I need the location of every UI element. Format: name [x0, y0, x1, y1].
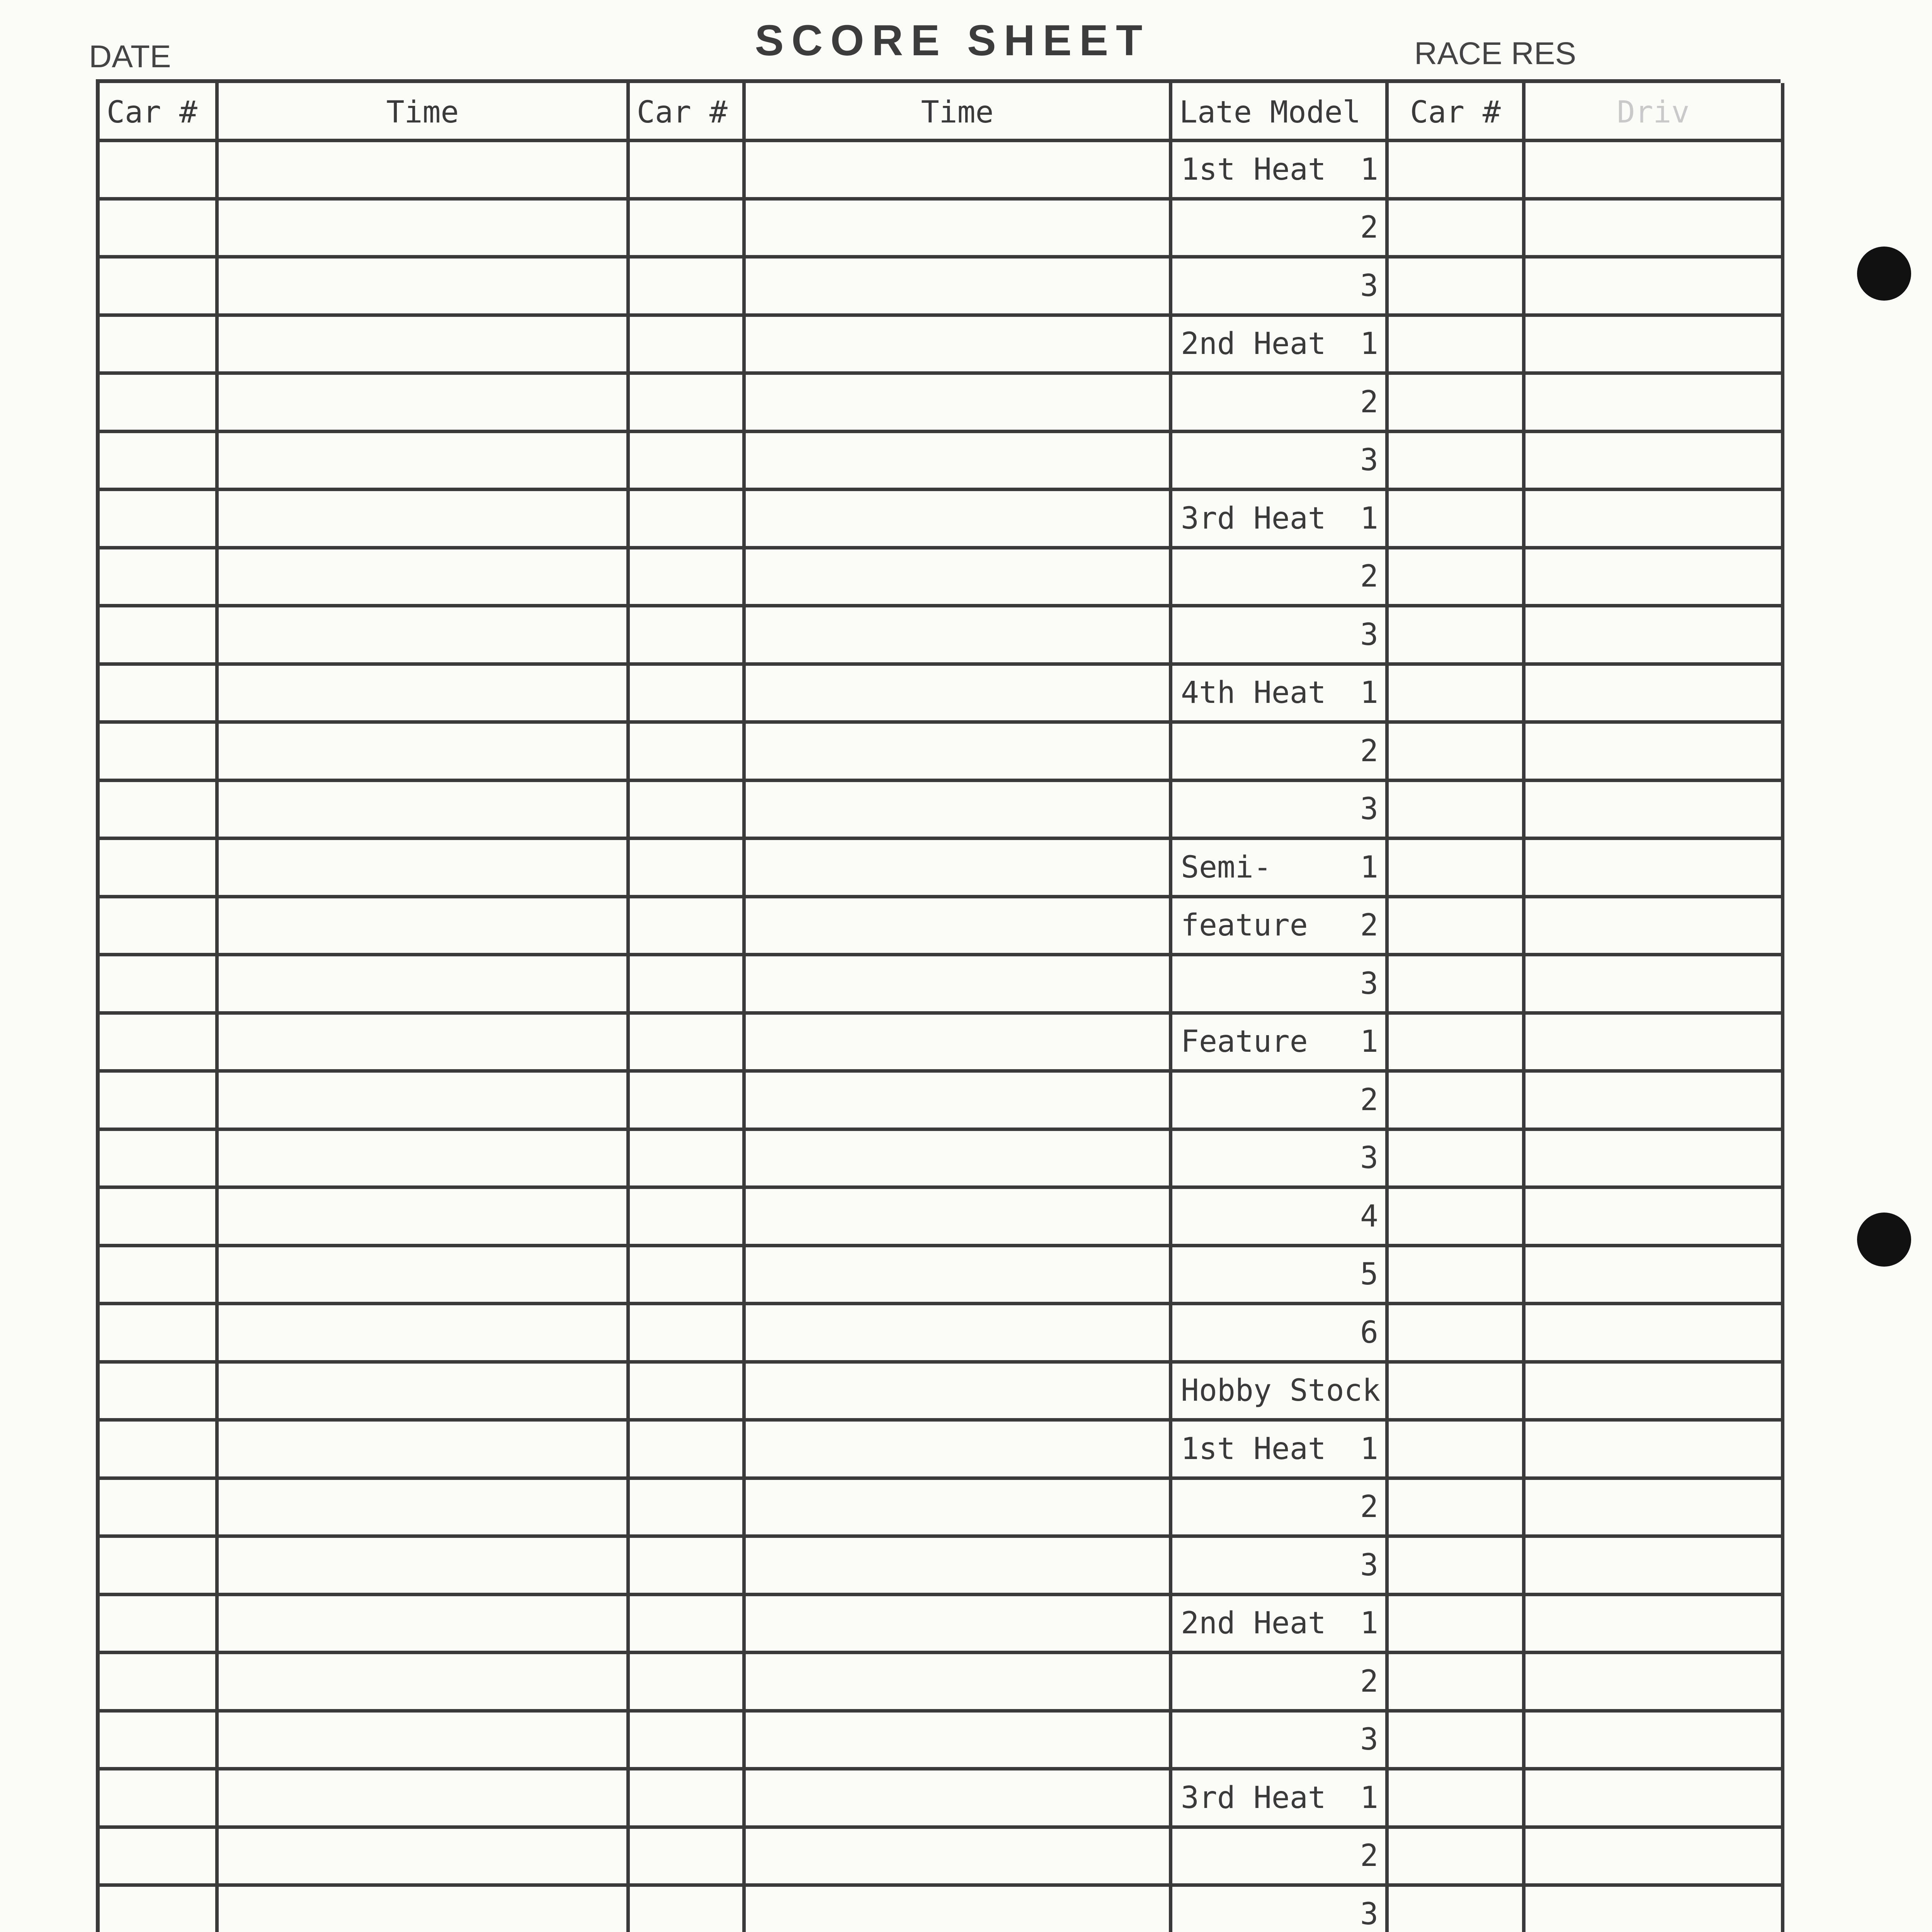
- column-header-car-number: Car #: [630, 83, 746, 142]
- entry-cell-car-number[interactable]: [1389, 1131, 1526, 1189]
- position-number: 5: [1360, 1257, 1378, 1292]
- race-label: 2nd Heat: [1181, 1606, 1326, 1641]
- race-label: feature: [1181, 908, 1308, 943]
- position-number: 2: [1360, 210, 1378, 245]
- entry-cell-car-number[interactable]: [100, 1073, 219, 1131]
- entry-cell-car-number[interactable]: [630, 491, 746, 549]
- entry-cell-time[interactable]: [219, 1538, 630, 1596]
- entry-cell-car-number[interactable]: [630, 840, 746, 898]
- entry-cell-time[interactable]: [219, 1829, 630, 1887]
- entry-cell-car-number[interactable]: [630, 1247, 746, 1306]
- entry-cell-car-number[interactable]: [630, 1713, 746, 1771]
- race-label: Semi-: [1181, 850, 1272, 885]
- date-label: DATE: [89, 39, 171, 74]
- race-label-cell: [1172, 1015, 1389, 1073]
- entry-cell-car-number[interactable]: [1389, 724, 1526, 782]
- entry-cell-car-number[interactable]: [630, 898, 746, 957]
- entry-cell-car-number[interactable]: [1389, 1422, 1526, 1480]
- entry-cell-car-number[interactable]: [630, 317, 746, 375]
- entry-cell-car-number[interactable]: [1389, 549, 1526, 608]
- entry-cell-driver[interactable]: [1526, 317, 1784, 375]
- race-label-cell: [1172, 1654, 1389, 1713]
- position-number: 2: [1360, 1082, 1378, 1117]
- entry-cell-driver[interactable]: [1526, 1596, 1784, 1655]
- entry-cell-time[interactable]: [219, 491, 630, 549]
- entry-cell-car-number[interactable]: [1389, 607, 1526, 666]
- entry-cell-car-number[interactable]: [630, 549, 746, 608]
- entry-cell-car-number[interactable]: [100, 1713, 219, 1771]
- entry-cell-time[interactable]: [746, 1364, 1172, 1422]
- entry-cell-driver[interactable]: [1526, 1829, 1784, 1887]
- entry-cell-car-number[interactable]: [100, 1887, 219, 1932]
- column-header-car-number: Car #: [1389, 83, 1526, 142]
- position-number: 1: [1360, 152, 1378, 187]
- race-label-cell: [1172, 1189, 1389, 1247]
- entry-cell-car-number[interactable]: [630, 259, 746, 317]
- entry-cell-time[interactable]: [746, 1305, 1172, 1364]
- entry-cell-car-number[interactable]: [100, 375, 219, 433]
- entry-cell-driver[interactable]: [1526, 142, 1784, 201]
- position-number: 1: [1360, 1780, 1378, 1815]
- entry-cell-car-number[interactable]: [100, 259, 219, 317]
- column-header-time: Time: [746, 83, 1172, 142]
- entry-cell-car-number[interactable]: [630, 1887, 746, 1932]
- entry-cell-driver[interactable]: [1526, 201, 1784, 259]
- entry-cell-time[interactable]: [219, 549, 630, 608]
- entry-cell-driver[interactable]: [1526, 1770, 1784, 1829]
- position-number: 1: [1360, 1606, 1378, 1641]
- entry-cell-car-number[interactable]: [630, 1480, 746, 1538]
- entry-cell-driver[interactable]: [1526, 666, 1784, 724]
- entry-cell-driver[interactable]: [1526, 1189, 1784, 1247]
- entry-cell-time[interactable]: [219, 1422, 630, 1480]
- entry-cell-time[interactable]: [746, 491, 1172, 549]
- race-label-cell: [1172, 898, 1389, 957]
- race-label-cell: [1172, 840, 1389, 898]
- entry-cell-car-number[interactable]: [630, 375, 746, 433]
- race-label-cell: [1172, 317, 1389, 375]
- entry-cell-car-number[interactable]: [100, 317, 219, 375]
- entry-cell-time[interactable]: [219, 201, 630, 259]
- race-label-cell: [1172, 666, 1389, 724]
- race-label-cell: [1172, 724, 1389, 782]
- entry-cell-car-number[interactable]: [1389, 1538, 1526, 1596]
- entry-cell-time[interactable]: [219, 607, 630, 666]
- entry-cell-car-number[interactable]: [100, 1480, 219, 1538]
- entry-cell-time[interactable]: [746, 1596, 1172, 1655]
- race-label: 1st Heat: [1181, 1431, 1326, 1466]
- entry-cell-car-number[interactable]: [100, 201, 219, 259]
- entry-cell-car-number[interactable]: [630, 1654, 746, 1713]
- entry-cell-car-number[interactable]: [1389, 1480, 1526, 1538]
- entry-cell-driver[interactable]: [1526, 1713, 1784, 1771]
- entry-cell-driver[interactable]: [1526, 956, 1784, 1015]
- entry-cell-driver[interactable]: [1526, 549, 1784, 608]
- position-number: 1: [1360, 327, 1378, 362]
- entry-cell-time[interactable]: [219, 1305, 630, 1364]
- entry-cell-car-number[interactable]: [630, 1305, 746, 1364]
- entry-cell-time[interactable]: [219, 1713, 630, 1771]
- entry-cell-time[interactable]: [746, 1247, 1172, 1306]
- entry-cell-time[interactable]: [219, 433, 630, 492]
- entry-cell-time[interactable]: [746, 1887, 1172, 1932]
- entry-cell-time[interactable]: [746, 549, 1172, 608]
- race-label: Hobby Stock: [1181, 1373, 1381, 1408]
- entry-cell-time[interactable]: [746, 201, 1172, 259]
- entry-cell-time[interactable]: [219, 956, 630, 1015]
- entry-cell-time[interactable]: [746, 1538, 1172, 1596]
- position-number: 1: [1360, 850, 1378, 885]
- race-label: 3rd Heat: [1181, 1780, 1326, 1815]
- race-label-cell: [1172, 1305, 1389, 1364]
- entry-cell-time[interactable]: [219, 1189, 630, 1247]
- entry-cell-car-number[interactable]: [100, 549, 219, 608]
- race-label-cell: [1172, 1596, 1389, 1655]
- column-header-driver: Driv: [1526, 83, 1784, 142]
- entry-cell-driver[interactable]: [1526, 1131, 1784, 1189]
- entry-cell-time[interactable]: [746, 898, 1172, 957]
- position-number: 6: [1360, 1315, 1378, 1350]
- entry-cell-time[interactable]: [219, 840, 630, 898]
- entry-cell-car-number[interactable]: [630, 1538, 746, 1596]
- entry-cell-driver[interactable]: [1526, 491, 1784, 549]
- entry-cell-car-number[interactable]: [1389, 666, 1526, 724]
- entry-cell-time[interactable]: [746, 724, 1172, 782]
- entry-cell-time[interactable]: [219, 1480, 630, 1538]
- race-label-cell: [1172, 259, 1389, 317]
- entry-cell-car-number[interactable]: [630, 201, 746, 259]
- race-label-cell: [1172, 1480, 1389, 1538]
- race-label: 4th Heat: [1181, 675, 1326, 711]
- entry-cell-car-number[interactable]: [1389, 1015, 1526, 1073]
- entry-cell-time[interactable]: [219, 666, 630, 724]
- entry-cell-driver[interactable]: [1526, 259, 1784, 317]
- race-label-cell: [1172, 1538, 1389, 1596]
- position-number: 3: [1360, 1141, 1378, 1176]
- entry-cell-car-number[interactable]: [630, 1422, 746, 1480]
- position-number: 3: [1360, 443, 1378, 478]
- entry-cell-car-number[interactable]: [630, 724, 746, 782]
- entry-cell-car-number[interactable]: [1389, 1596, 1526, 1655]
- entry-cell-time[interactable]: [746, 1073, 1172, 1131]
- position-number: 4: [1360, 1199, 1378, 1234]
- entry-cell-driver[interactable]: [1526, 1073, 1784, 1131]
- entry-cell-time[interactable]: [746, 1422, 1172, 1480]
- entry-cell-time[interactable]: [746, 1829, 1172, 1887]
- race-label: Feature: [1181, 1024, 1308, 1060]
- entry-cell-car-number[interactable]: [100, 1654, 219, 1713]
- race-label-cell: [1172, 1247, 1389, 1306]
- entry-cell-time[interactable]: [746, 666, 1172, 724]
- entry-cell-car-number[interactable]: [630, 142, 746, 201]
- entry-cell-car-number[interactable]: [100, 433, 219, 492]
- position-number: 3: [1360, 1896, 1378, 1932]
- entry-cell-time[interactable]: [746, 1131, 1172, 1189]
- entry-cell-car-number[interactable]: [100, 898, 219, 957]
- entry-cell-time[interactable]: [746, 375, 1172, 433]
- entry-cell-driver[interactable]: [1526, 724, 1784, 782]
- entry-cell-car-number[interactable]: [630, 782, 746, 840]
- entry-cell-time[interactable]: [219, 259, 630, 317]
- position-number: 1: [1360, 1024, 1378, 1060]
- entry-cell-car-number[interactable]: [1389, 259, 1526, 317]
- entry-cell-car-number[interactable]: [630, 607, 746, 666]
- race-label-cell: [1172, 1770, 1389, 1829]
- entry-cell-car-number[interactable]: [630, 1364, 746, 1422]
- entry-cell-car-number[interactable]: [1389, 1713, 1526, 1771]
- position-number: 2: [1360, 384, 1378, 420]
- entry-cell-time[interactable]: [746, 1654, 1172, 1713]
- entry-cell-time[interactable]: [219, 375, 630, 433]
- entry-cell-driver[interactable]: [1526, 1364, 1784, 1422]
- entry-cell-time[interactable]: [746, 607, 1172, 666]
- position-number: 2: [1360, 1838, 1378, 1874]
- entry-cell-driver[interactable]: [1526, 840, 1784, 898]
- entry-cell-car-number[interactable]: [1389, 956, 1526, 1015]
- page-title: SCORE SHEET: [755, 16, 1150, 65]
- entry-cell-time[interactable]: [219, 1364, 630, 1422]
- entry-cell-time[interactable]: [219, 1654, 630, 1713]
- entry-cell-time[interactable]: [746, 259, 1172, 317]
- entry-cell-car-number[interactable]: [1389, 1073, 1526, 1131]
- entry-cell-car-number[interactable]: [1389, 1305, 1526, 1364]
- entry-cell-time[interactable]: [219, 1596, 630, 1655]
- race-label-cell: [1172, 201, 1389, 259]
- entry-cell-car-number[interactable]: [100, 1189, 219, 1247]
- entry-cell-driver[interactable]: [1526, 782, 1784, 840]
- entry-cell-car-number[interactable]: [100, 1538, 219, 1596]
- score-sheet-table: [96, 79, 1781, 1932]
- entry-cell-time[interactable]: [746, 840, 1172, 898]
- position-number: 2: [1360, 908, 1378, 943]
- entry-cell-time[interactable]: [219, 1887, 630, 1932]
- entry-cell-driver[interactable]: [1526, 1247, 1784, 1306]
- entry-cell-car-number[interactable]: [1389, 491, 1526, 549]
- race-label-cell: [1172, 1887, 1389, 1932]
- race-label-cell: [1172, 1131, 1389, 1189]
- entry-cell-car-number[interactable]: [630, 1596, 746, 1655]
- position-number: 1: [1360, 675, 1378, 711]
- entry-cell-car-number[interactable]: [1389, 1654, 1526, 1713]
- entry-cell-car-number[interactable]: [100, 1015, 219, 1073]
- entry-cell-car-number[interactable]: [1389, 201, 1526, 259]
- race-label-cell: [1172, 491, 1389, 549]
- column-header-car-number: Car #: [100, 83, 219, 142]
- entry-cell-car-number[interactable]: [630, 1829, 746, 1887]
- race-label-cell: [1172, 1422, 1389, 1480]
- entry-cell-time[interactable]: [219, 142, 630, 201]
- race-label-cell: [1172, 1364, 1389, 1422]
- entry-cell-time[interactable]: [746, 142, 1172, 201]
- entry-cell-time[interactable]: [746, 1015, 1172, 1073]
- race-label-cell: [1172, 956, 1389, 1015]
- entry-cell-car-number[interactable]: [100, 956, 219, 1015]
- entry-cell-car-number[interactable]: [100, 840, 219, 898]
- position-number: 3: [1360, 792, 1378, 827]
- position-number: 3: [1360, 1548, 1378, 1583]
- position-number: 3: [1360, 617, 1378, 652]
- entry-cell-car-number[interactable]: [630, 1015, 746, 1073]
- race-label-cell: [1172, 1829, 1389, 1887]
- entry-cell-driver[interactable]: [1526, 1015, 1784, 1073]
- entry-cell-time[interactable]: [219, 1015, 630, 1073]
- entry-cell-car-number[interactable]: [1389, 433, 1526, 492]
- entry-cell-car-number[interactable]: [1389, 1364, 1526, 1422]
- entry-cell-time[interactable]: [746, 1770, 1172, 1829]
- entry-cell-time[interactable]: [219, 1131, 630, 1189]
- position-number: 3: [1360, 1722, 1378, 1757]
- race-label-cell: [1172, 1073, 1389, 1131]
- entry-cell-car-number[interactable]: [100, 1770, 219, 1829]
- position-number: 2: [1360, 1664, 1378, 1699]
- entry-cell-car-number[interactable]: [100, 607, 219, 666]
- entry-cell-car-number[interactable]: [1389, 375, 1526, 433]
- entry-cell-car-number[interactable]: [1389, 1247, 1526, 1306]
- punch-hole: [1857, 247, 1911, 301]
- entry-cell-car-number[interactable]: [1389, 1189, 1526, 1247]
- race-label: 3rd Heat: [1181, 501, 1326, 536]
- entry-cell-car-number[interactable]: [630, 433, 746, 492]
- entry-cell-driver[interactable]: [1526, 375, 1784, 433]
- entry-cell-time[interactable]: [219, 898, 630, 957]
- entry-cell-car-number[interactable]: [1389, 898, 1526, 957]
- race-results-label: RACE RES: [1414, 36, 1577, 71]
- race-label-cell: [1172, 549, 1389, 608]
- entry-cell-driver[interactable]: [1526, 898, 1784, 957]
- entry-cell-time[interactable]: [219, 1247, 630, 1306]
- entry-cell-time[interactable]: [746, 782, 1172, 840]
- position-number: 2: [1360, 733, 1378, 769]
- column-header-late-model: Late Model: [1172, 83, 1389, 142]
- race-label-cell: [1172, 1713, 1389, 1771]
- entry-cell-time[interactable]: [219, 1073, 630, 1131]
- entry-cell-car-number[interactable]: [1389, 317, 1526, 375]
- position-number: 3: [1360, 268, 1378, 303]
- entry-cell-time[interactable]: [746, 1713, 1172, 1771]
- position-number: 2: [1360, 559, 1378, 594]
- entry-cell-car-number[interactable]: [100, 1305, 219, 1364]
- entry-cell-time[interactable]: [746, 956, 1172, 1015]
- entry-cell-car-number[interactable]: [1389, 1829, 1526, 1887]
- race-label-cell: [1172, 782, 1389, 840]
- entry-cell-car-number[interactable]: [630, 1770, 746, 1829]
- entry-cell-car-number[interactable]: [100, 1596, 219, 1655]
- entry-cell-car-number[interactable]: [100, 1422, 219, 1480]
- entry-cell-time[interactable]: [746, 1480, 1172, 1538]
- entry-cell-car-number[interactable]: [1389, 840, 1526, 898]
- entry-cell-car-number[interactable]: [100, 142, 219, 201]
- entry-cell-time[interactable]: [219, 1770, 630, 1829]
- entry-cell-time[interactable]: [219, 724, 630, 782]
- entry-cell-car-number[interactable]: [1389, 782, 1526, 840]
- column-header-time: Time: [219, 83, 630, 142]
- entry-cell-time[interactable]: [746, 317, 1172, 375]
- entry-cell-car-number[interactable]: [630, 666, 746, 724]
- entry-cell-car-number[interactable]: [100, 1131, 219, 1189]
- entry-cell-driver[interactable]: [1526, 607, 1784, 666]
- race-label-cell: [1172, 142, 1389, 201]
- entry-cell-time[interactable]: [219, 782, 630, 840]
- entry-cell-car-number[interactable]: [630, 1073, 746, 1131]
- punch-hole: [1857, 1213, 1911, 1267]
- entry-cell-car-number[interactable]: [630, 1189, 746, 1247]
- race-label: 1st Heat: [1181, 152, 1326, 187]
- race-label-cell: [1172, 375, 1389, 433]
- entry-cell-car-number[interactable]: [100, 1829, 219, 1887]
- position-number: 2: [1360, 1490, 1378, 1525]
- entry-cell-time[interactable]: [746, 1189, 1172, 1247]
- entry-cell-car-number[interactable]: [630, 956, 746, 1015]
- race-label: 2nd Heat: [1181, 327, 1326, 362]
- entry-cell-driver[interactable]: [1526, 1654, 1784, 1713]
- entry-cell-driver[interactable]: [1526, 1538, 1784, 1596]
- entry-cell-driver[interactable]: [1526, 1422, 1784, 1480]
- entry-cell-car-number[interactable]: [100, 666, 219, 724]
- race-label-cell: [1172, 433, 1389, 492]
- entry-cell-driver[interactable]: [1526, 1887, 1784, 1932]
- position-number: 1: [1360, 1431, 1378, 1466]
- entry-cell-car-number[interactable]: [100, 724, 219, 782]
- entry-cell-car-number[interactable]: [1389, 1770, 1526, 1829]
- race-label-cell: [1172, 607, 1389, 666]
- entry-cell-driver[interactable]: [1526, 1480, 1784, 1538]
- entry-cell-car-number[interactable]: [100, 782, 219, 840]
- entry-cell-time[interactable]: [219, 317, 630, 375]
- entry-cell-car-number[interactable]: [1389, 1887, 1526, 1932]
- position-number: 1: [1360, 501, 1378, 536]
- entry-cell-driver[interactable]: [1526, 1305, 1784, 1364]
- entry-cell-car-number[interactable]: [100, 1364, 219, 1422]
- position-number: 3: [1360, 966, 1378, 1001]
- entry-cell-time[interactable]: [746, 433, 1172, 492]
- entry-cell-car-number[interactable]: [100, 1247, 219, 1306]
- entry-cell-car-number[interactable]: [630, 1131, 746, 1189]
- entry-cell-car-number[interactable]: [1389, 142, 1526, 201]
- entry-cell-driver[interactable]: [1526, 433, 1784, 492]
- entry-cell-car-number[interactable]: [100, 491, 219, 549]
